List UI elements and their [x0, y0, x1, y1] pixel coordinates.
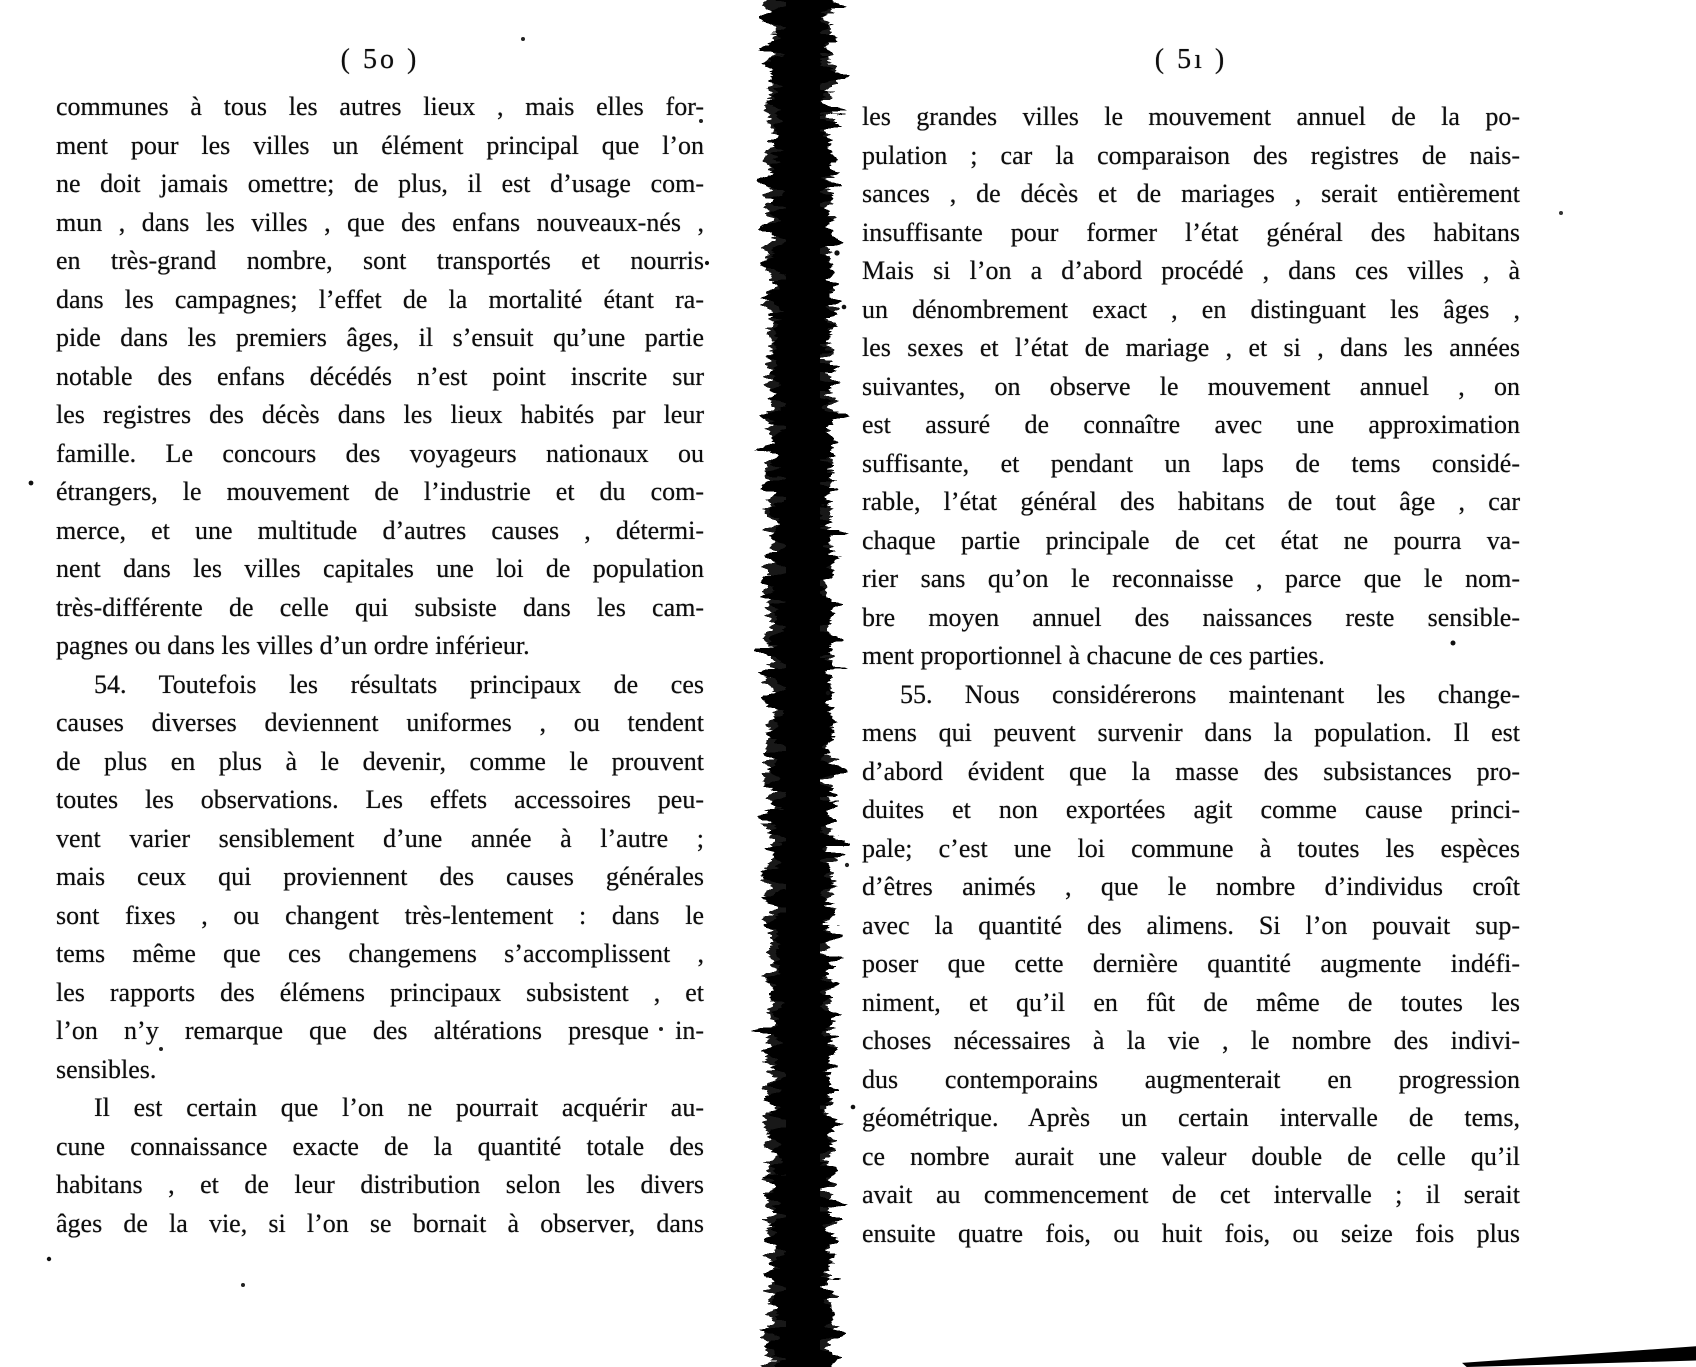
text-line: les rapports des élémens principaux subsistent , et: [56, 977, 704, 1007]
text-line: pale; c’est une loi commune à toutes les espèces: [862, 833, 1520, 863]
text-line: sances , de décès et de mariages , serait entièrement: [862, 179, 1520, 208]
text-line: géométrique. Après un certain intervalle de tems,: [862, 1103, 1520, 1132]
text-line: dus contemporains augmenterait en progression: [862, 1064, 1520, 1094]
text-line: mun , dans les villes , que des enfans nouveaux-nés ,: [56, 207, 704, 237]
text-line: âges de la vie, si l’on se bornait à observer, dans: [56, 1208, 704, 1238]
text-line: de plus en plus à le devenir, comme le prouvent: [56, 746, 704, 776]
text-line: un dénombrement exact , en distinguant les âges ,: [862, 294, 1520, 324]
text-line: est assuré de connaître avec une approximation: [862, 410, 1520, 439]
text-line: ment pour les villes un élément principal que l’on: [56, 130, 704, 160]
text-line: mens qui peuvent survenir dans la population. Il est: [862, 718, 1520, 747]
text-line: vent varier sensiblement d’une année à l’autre ;: [56, 823, 704, 853]
text-line: pide dans les premiers âges, il s’ensuit qu’une partie: [56, 323, 704, 352]
text-line: nent dans les villes capitales une loi de population: [56, 554, 704, 583]
text-line: Il est certain que l’on ne pourrait acquérir au-: [94, 1093, 704, 1122]
text-line: dans les campagnes; l’effet de la mortalité étant ra-: [56, 284, 704, 314]
text-line: très-différente de celle qui subsiste dans les cam-: [56, 592, 704, 622]
text-line: bre moyen annuel des naissances reste sensible-: [862, 602, 1520, 632]
text-line: étrangers, le mouvement de l’industrie et du com-: [56, 477, 704, 506]
text-line: pulation ; car la comparaison des registres de nais-: [862, 140, 1520, 170]
text-line: cune connaissance exacte de la quantité totale des: [56, 1131, 704, 1161]
text-line: sensibles.: [56, 1054, 157, 1084]
text-line: merce, et une multitude d’autres causes , détermi-: [56, 515, 704, 545]
right-page-text: [862, 98, 1520, 1253]
text-line: avec la quantité des alimens. Si l’on pouvait sup-: [862, 910, 1520, 940]
text-line: d’abord évident que la masse des subsistances pro-: [862, 756, 1520, 786]
text-line: ensuite quatre fois, ou huit fois, ou seize fois plus: [862, 1218, 1520, 1248]
text-line: 54. Toutefois les résultats principaux de ces: [94, 669, 704, 699]
text-line: habitans , et de leur distribution selon les divers: [56, 1170, 704, 1199]
text-line: rable, l’état général des habitans de tout âge , car: [862, 487, 1520, 516]
text-line: 55. Nous considérerons maintenant les change-: [900, 679, 1520, 709]
left-page-text: [56, 88, 704, 1243]
left-page: [56, 44, 704, 1243]
gutter-binding-shadow: [724, 0, 884, 1367]
text-line: duites et non exportées agit comme cause princi-: [862, 795, 1520, 824]
bottom-edge-shadow: [1462, 1344, 1696, 1367]
text-line: d’êtres animés , que le nombre d’individus croît: [862, 872, 1520, 901]
text-line: suffisante, et pendant un laps de tems considé-: [862, 448, 1520, 478]
text-line: ment proportionnel à chacune de ces parties.: [862, 641, 1325, 670]
text-line: notable des enfans décédés n’est point inscrite sur: [56, 361, 704, 391]
text-line: les registres des décès dans les lieux habités par leur: [56, 400, 704, 429]
text-line: suivantes, on observe le mouvement annuel , on: [862, 371, 1520, 401]
text-line: communes à tous les autres lieux , mais elles for-: [56, 92, 704, 121]
text-line: tems même que ces changemens s’accomplissent ,: [56, 939, 704, 968]
text-line: Mais si l’on a d’abord procédé , dans ces villes , à: [862, 256, 1520, 285]
text-line: pagnes ou dans les villes d’un ordre inférieur.: [56, 631, 530, 660]
left-page-number: ( 5o ): [340, 44, 420, 75]
right-page-number: ( 5ı ): [1154, 44, 1228, 75]
text-line: famille. Le concours des voyageurs nationaux ou: [56, 438, 704, 468]
text-line: ne doit jamais omettre; de plus, il est d’usage com-: [56, 169, 704, 198]
text-line: sont fixes , ou changent très-lentement : dans le: [56, 900, 704, 930]
text-line: choses nécessaires à la vie , le nombre des indivi-: [862, 1026, 1520, 1055]
text-line: niment, et qu’il en fût de même de toutes les: [862, 987, 1520, 1017]
text-line: l’on n’y remarque que des altérations presque in-: [56, 1016, 704, 1045]
text-line: mais ceux qui proviennent des causes générales: [56, 862, 704, 891]
text-line: les grandes villes le mouvement annuel de la po-: [862, 102, 1520, 131]
text-line: toutes les observations. Les effets accessoires peu-: [56, 785, 704, 814]
text-line: causes diverses deviennent uniformes , ou tendent: [56, 708, 704, 737]
text-line: insuffisante pour former l’état général des habitans: [862, 217, 1520, 247]
ink-specks: [0, 0, 2, 2]
text-line: rier sans qu’on le reconnaisse , parce que le nom-: [862, 564, 1520, 593]
text-line: en très-grand nombre, sont transportés et nourris: [56, 246, 704, 275]
right-page: [862, 44, 1520, 1253]
text-line: poser que cette dernière quantité augmente indéfi-: [862, 949, 1520, 978]
text-line: les sexes et l’état de mariage , et si , dans les années: [862, 333, 1520, 362]
text-line: chaque partie principale de cet état ne pourra va-: [862, 525, 1520, 555]
text-line: ce nombre aurait une valeur double de celle qu’il: [862, 1141, 1520, 1171]
text-line: avait au commencement de cet intervalle ; il serait: [862, 1180, 1520, 1209]
